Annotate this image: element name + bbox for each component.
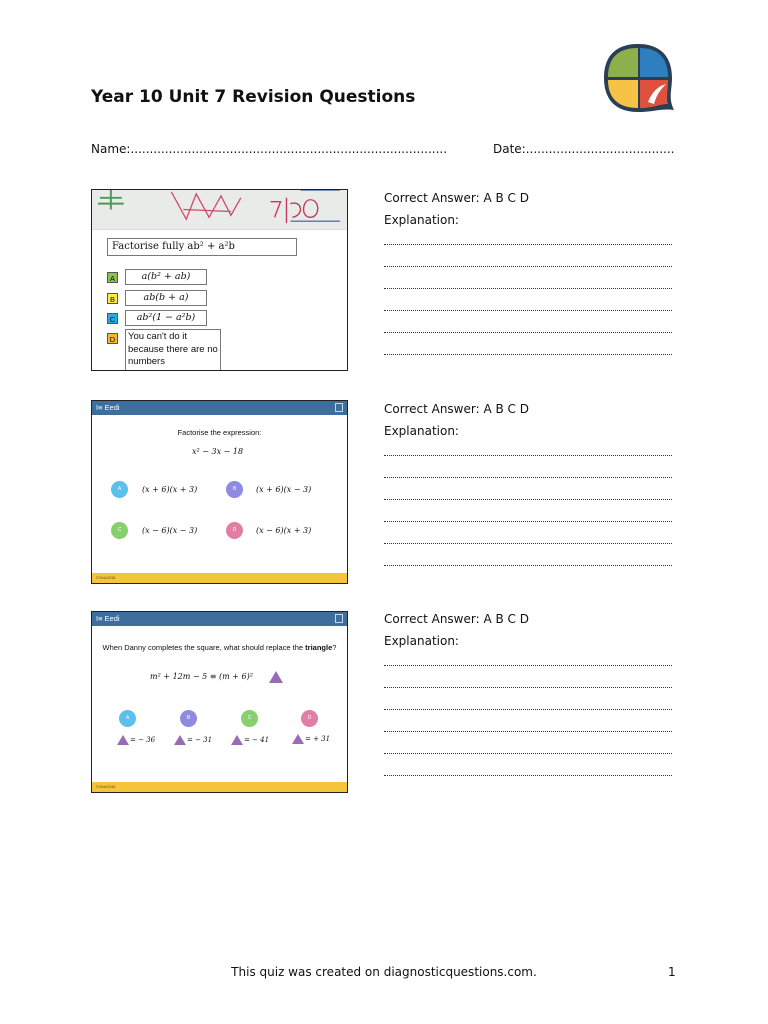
q3-line-5[interactable]	[384, 753, 672, 754]
q1-line-3[interactable]	[384, 288, 672, 289]
option-b-circle: B	[180, 710, 197, 727]
q3-line-6[interactable]	[384, 775, 672, 776]
option-b-letter: B	[107, 293, 118, 304]
option-d-text: = + 31	[305, 735, 331, 743]
date-field	[493, 142, 675, 156]
name-dots: ...................................................................................	[130, 142, 448, 156]
option-d-circle: D	[226, 522, 243, 539]
question-2-slide	[91, 400, 348, 584]
option-c-text: = − 41	[244, 736, 270, 744]
q1-correct-answer: Correct Answer: A B C D	[384, 191, 529, 205]
flag-icon	[335, 403, 343, 412]
q2-line-1[interactable]	[384, 455, 672, 456]
q1-line-6[interactable]	[384, 354, 672, 355]
option-b-circle: B	[226, 481, 243, 498]
q3-line-3[interactable]	[384, 709, 672, 710]
page-number: 1	[668, 965, 676, 979]
option-a-text: (x + 6)(x + 3)	[142, 485, 198, 494]
option-c-text: (x − 6)(x − 3)	[142, 526, 198, 535]
triangle-icon	[174, 735, 186, 745]
question-3-expression: m² + 12m − 5 ≡ (m + 6)²	[150, 672, 253, 681]
q1-line-5[interactable]	[384, 332, 672, 333]
option-a-letter: A	[107, 272, 118, 283]
flag-icon	[335, 614, 343, 623]
q3-explanation-label: Explanation:	[384, 634, 459, 648]
name-field	[91, 142, 447, 156]
worksheet-title: Year 10 Unit 7 Revision Questions	[91, 87, 416, 107]
triangle-icon	[117, 735, 129, 745]
triangle-icon	[231, 735, 243, 745]
option-c-letter: C	[107, 313, 118, 324]
option-d-letter: D	[107, 333, 118, 344]
option-a-circle: A	[111, 481, 128, 498]
q2-correct-answer: Correct Answer: A B C D	[384, 402, 529, 416]
q2-line-4[interactable]	[384, 521, 672, 522]
q3-line-2[interactable]	[384, 687, 672, 688]
option-d-circle: D	[301, 710, 318, 727]
q2-line-3[interactable]	[384, 499, 672, 500]
eedi-footer: © Eedi 2018	[92, 573, 347, 583]
eedi-header	[92, 401, 347, 415]
date-dots: .......................................	[525, 142, 675, 156]
option-b-text: (x + 6)(x − 3)	[256, 485, 312, 494]
option-b-text: = − 31	[187, 736, 213, 744]
eedi-brand: I≡ Eedi	[96, 403, 120, 412]
option-d-text: You can't do it because there are no numbers	[125, 329, 221, 371]
q2-explanation-label: Explanation:	[384, 424, 459, 438]
question-3-prompt: When Danny completes the square, what should replace the triangle?	[102, 643, 337, 652]
question-1-prompt: Factorise fully ab² + a²b	[107, 238, 297, 256]
q2-line-2[interactable]	[384, 477, 672, 478]
triangle-icon	[292, 734, 304, 744]
eedi-footer: © Eedi 2018	[92, 782, 347, 792]
option-c-circle: C	[241, 710, 258, 727]
eedi-brand: I≡ Eedi	[96, 614, 120, 623]
q2-line-6[interactable]	[384, 565, 672, 566]
q1-line-1[interactable]	[384, 244, 672, 245]
question-3-slide	[91, 611, 348, 793]
option-a-text: = − 36	[130, 736, 156, 744]
q1-line-4[interactable]	[384, 310, 672, 311]
diagnostic-questions-logo	[602, 42, 674, 114]
option-c-circle: C	[111, 522, 128, 539]
q2-line-5[interactable]	[384, 543, 672, 544]
q1-explanation-label: Explanation:	[384, 213, 459, 227]
eedi-header	[92, 612, 347, 626]
option-d-text: (x − 6)(x + 3)	[256, 526, 312, 535]
q3-line-4[interactable]	[384, 731, 672, 732]
option-a-text: a(b² + ab)	[125, 269, 207, 285]
question-1-slide	[91, 189, 348, 371]
question-2-prompt: Factorise the expression:	[177, 428, 262, 437]
page-footer: This quiz was created on diagnosticquestions.com.	[231, 965, 537, 979]
question-2-expression: x² − 3x − 18	[192, 447, 244, 456]
name-label: Name:	[91, 142, 131, 156]
q1-line-2[interactable]	[384, 266, 672, 267]
q3-line-1[interactable]	[384, 665, 672, 666]
date-label: Date:	[493, 142, 526, 156]
option-b-text: ab(b + a)	[125, 290, 207, 306]
triangle-icon	[269, 671, 283, 683]
whiteboard-photo	[92, 190, 347, 230]
q3-correct-answer: Correct Answer: A B C D	[384, 612, 529, 626]
option-c-text: ab²(1 − a²b)	[125, 310, 207, 326]
option-a-circle: A	[119, 710, 136, 727]
